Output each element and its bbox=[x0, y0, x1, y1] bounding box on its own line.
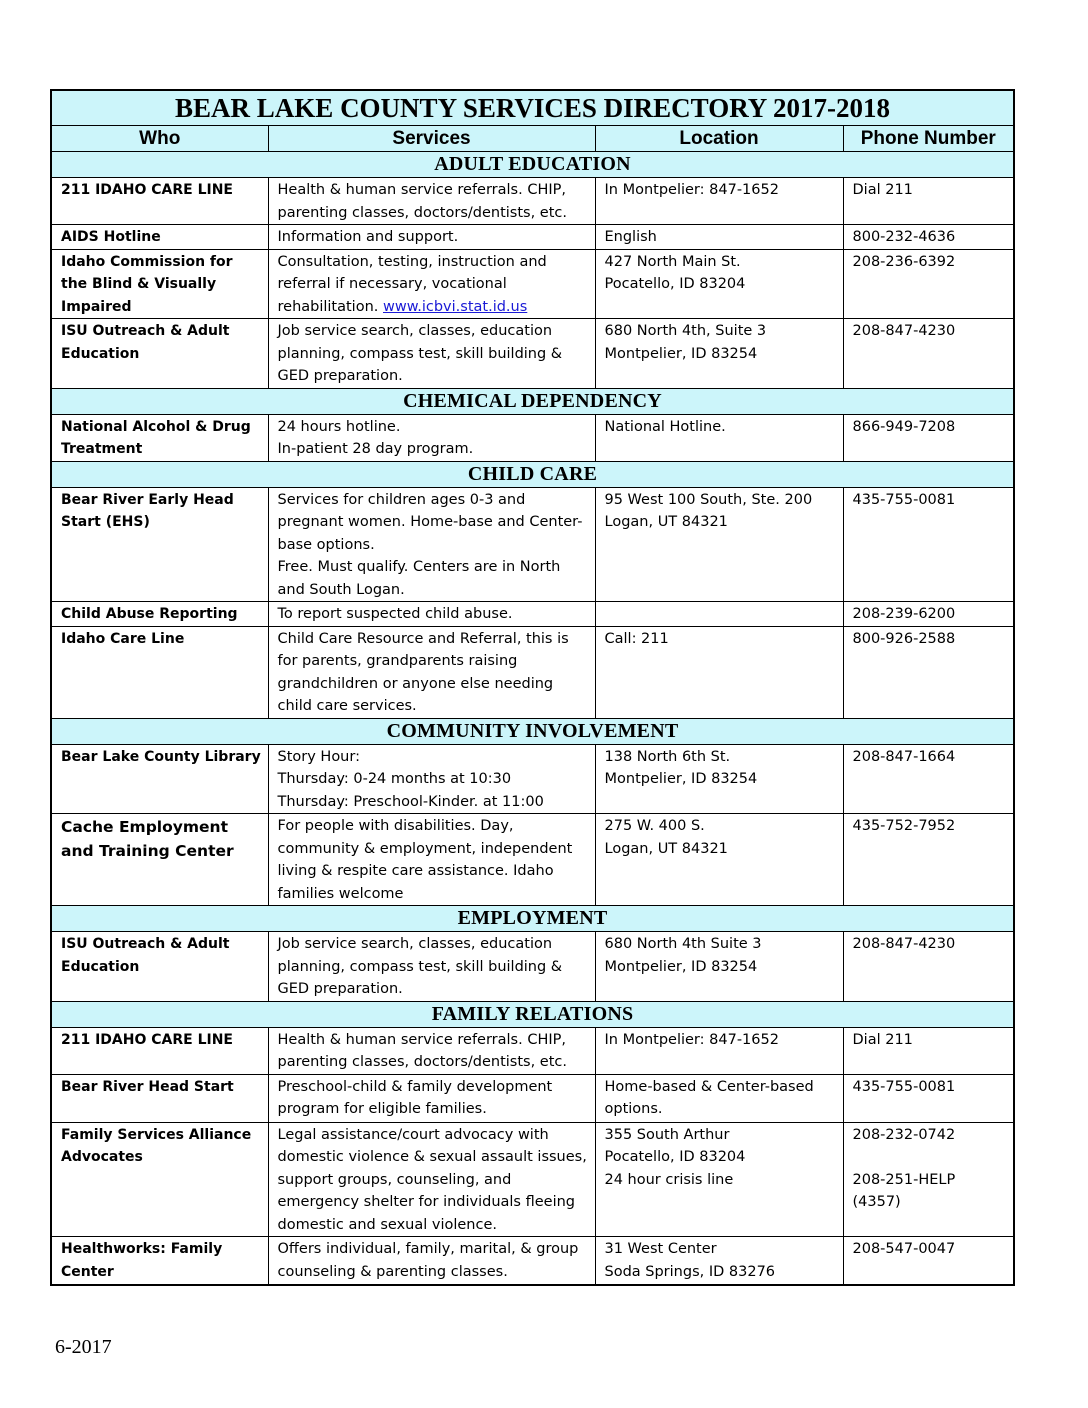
section-heading: ADULT EDUCATION bbox=[51, 152, 1014, 178]
who-cell-text: Bear River Early Head Start (EHS) bbox=[61, 491, 234, 530]
phone-cell-text: 208-547-0047 bbox=[852, 1241, 956, 1257]
table-row bbox=[51, 1237, 1014, 1285]
services-cell bbox=[268, 1122, 595, 1237]
services-cell-text: For people with disabilities. Day, community & employment, independent living & respite care assistance. Idaho families welcome bbox=[277, 818, 573, 902]
column-header-phone: Phone Number bbox=[843, 126, 1014, 152]
phone-cell-text: 208-239-6200 bbox=[852, 606, 956, 622]
who-cell-text: 211 IDAHO CARE LINE bbox=[61, 1031, 233, 1048]
phone-cell-text: 800-926-2588 bbox=[852, 630, 956, 647]
location-cell bbox=[595, 932, 843, 1002]
location-cell-text: Call: 211 bbox=[604, 630, 669, 647]
phone-cell bbox=[843, 932, 1014, 1002]
services-cell bbox=[268, 414, 595, 461]
section-row bbox=[51, 718, 1014, 744]
services-cell bbox=[268, 814, 595, 906]
section-row bbox=[51, 461, 1014, 487]
phone-cell bbox=[843, 1027, 1014, 1074]
location-cell bbox=[595, 178, 843, 225]
phone-cell-text: 800-232-4636 bbox=[852, 229, 956, 245]
header-row bbox=[51, 126, 1014, 152]
who-cell bbox=[51, 225, 268, 250]
location-cell-text: 355 South Arthur Pocatello, ID 83204 24 hour crisis line bbox=[604, 1126, 746, 1188]
section-heading: COMMUNITY INVOLVEMENT bbox=[51, 718, 1014, 744]
phone-cell-text: Dial 211 bbox=[852, 182, 913, 198]
location-cell-text: English bbox=[604, 229, 657, 245]
who-cell bbox=[51, 1027, 268, 1074]
services-cell bbox=[268, 225, 595, 250]
location-cell bbox=[595, 1122, 843, 1237]
phone-cell bbox=[843, 814, 1014, 906]
phone-cell-text: 208-236-6392 bbox=[852, 253, 956, 270]
table-row bbox=[51, 178, 1014, 225]
phone-cell bbox=[843, 744, 1014, 814]
who-cell-text: ISU Outreach & Adult Education bbox=[61, 323, 230, 362]
column-header-who: Who bbox=[51, 126, 268, 152]
who-cell bbox=[51, 249, 268, 319]
phone-cell-text: 208-847-4230 bbox=[852, 936, 956, 952]
services-cell bbox=[268, 249, 595, 319]
section-row bbox=[51, 906, 1014, 932]
page-title: BEAR LAKE COUNTY SERVICES DIRECTORY 2017-2018 bbox=[51, 90, 1014, 126]
who-cell-text: 211 IDAHO CARE LINE bbox=[61, 182, 233, 198]
location-cell-text: 427 North Main St. Pocatello, ID 83204 bbox=[604, 253, 746, 292]
who-cell bbox=[51, 414, 268, 461]
section-row bbox=[51, 1001, 1014, 1027]
services-cell-text: Child Care Resource and Referral, this is for parents, grandparents raising grandchildren or anyone else needing child care services. bbox=[277, 630, 569, 714]
services-cell-text: Legal assistance/court advocacy with domestic violence & sexual assault issues, support groups, counseling, and emergency shelter for individuals fleeing domestic and sexual violence. bbox=[277, 1126, 587, 1233]
phone-cell-text: 208-847-4230 bbox=[852, 323, 956, 339]
phone-cell-text: 435-752-7952 bbox=[852, 818, 956, 834]
location-cell bbox=[595, 626, 843, 718]
services-cell bbox=[268, 744, 595, 814]
services-cell-text: Job service search, classes, education planning, compass test, skill building & GED preparation. bbox=[277, 323, 563, 384]
who-cell-text: AIDS Hotline bbox=[61, 229, 161, 245]
services-cell bbox=[268, 1237, 595, 1285]
column-header-location: Location bbox=[595, 126, 843, 152]
location-cell bbox=[595, 225, 843, 250]
phone-cell bbox=[843, 225, 1014, 250]
services-cell bbox=[268, 932, 595, 1002]
services-cell-text: Preschool-child & family development program for eligible families. bbox=[277, 1078, 553, 1117]
services-cell-text: Job service search, classes, education planning, compass test, skill building & GED preparation. bbox=[277, 936, 563, 997]
phone-cell bbox=[843, 626, 1014, 718]
who-cell-text: Family Services Alliance Advocates bbox=[61, 1126, 252, 1165]
services-cell bbox=[268, 487, 595, 602]
section-heading: FAMILY RELATIONS bbox=[51, 1001, 1014, 1027]
services-cell-text: Services for children ages 0-3 and pregnant women. Home-base and Center-base options. Free. Must qualify. Centers are in North and South Logan. bbox=[277, 491, 583, 598]
column-header-services: Services bbox=[268, 126, 595, 152]
table-row bbox=[51, 487, 1014, 602]
services-cell bbox=[268, 319, 595, 389]
services-cell bbox=[268, 1074, 595, 1122]
location-cell-text: 138 North 6th St. Montpelier, ID 83254 bbox=[604, 748, 758, 787]
phone-cell bbox=[843, 1122, 1014, 1237]
who-cell-text: Healthworks: Family Center bbox=[61, 1241, 223, 1280]
phone-cell-text: 435-755-0081 bbox=[852, 491, 956, 508]
location-cell-text: 31 West Center Soda Springs, ID 83276 bbox=[604, 1241, 776, 1280]
location-cell bbox=[595, 319, 843, 389]
phone-cell bbox=[843, 1074, 1014, 1122]
title-row bbox=[51, 90, 1014, 126]
table-row bbox=[51, 414, 1014, 461]
phone-cell bbox=[843, 414, 1014, 461]
services-cell bbox=[268, 1027, 595, 1074]
table-row bbox=[51, 249, 1014, 319]
location-cell bbox=[595, 1027, 843, 1074]
phone-cell-text: 866-949-7208 bbox=[852, 418, 956, 435]
location-cell-text: 680 North 4th, Suite 3 Montpelier, ID 83254 bbox=[604, 323, 767, 362]
who-cell-text: Idaho Care Line bbox=[61, 630, 185, 647]
location-cell bbox=[595, 414, 843, 461]
location-cell-text: National Hotline. bbox=[604, 418, 726, 435]
services-cell-text: Story Hour: Thursday: 0-24 months at 10:30 Thursday: Preschool-Kinder. at 11:00 bbox=[277, 748, 544, 810]
phone-cell bbox=[843, 487, 1014, 602]
who-cell bbox=[51, 626, 268, 718]
who-cell bbox=[51, 1122, 268, 1237]
who-cell-text: Bear Lake County Library bbox=[61, 748, 261, 765]
table-row bbox=[51, 319, 1014, 389]
services-cell-text: Offers individual, family, marital, & group counseling & parenting classes. bbox=[277, 1241, 579, 1280]
phone-cell-text: Dial 211 bbox=[852, 1031, 913, 1048]
footer-date: 6-2017 bbox=[55, 1336, 112, 1358]
location-cell bbox=[595, 1237, 843, 1285]
phone-cell bbox=[843, 178, 1014, 225]
table-row bbox=[51, 225, 1014, 250]
location-cell bbox=[595, 249, 843, 319]
phone-cell bbox=[843, 319, 1014, 389]
section-heading: EMPLOYMENT bbox=[51, 906, 1014, 932]
website-link[interactable]: www.icbvi.stat.id.us bbox=[383, 298, 528, 315]
section-row bbox=[51, 388, 1014, 414]
services-cell bbox=[268, 602, 595, 627]
location-cell-text: 680 North 4th Suite 3 Montpelier, ID 83254 bbox=[604, 936, 762, 975]
services-cell-text: Consultation, testing, instruction and referral if necessary, vocational rehabilitation. bbox=[277, 253, 547, 315]
location-cell bbox=[595, 814, 843, 906]
who-cell-text: National Alcohol & Drug Treatment bbox=[61, 418, 251, 457]
phone-cell-text: 208-232-0742 208-251-HELP (4357) bbox=[852, 1126, 956, 1210]
who-cell bbox=[51, 319, 268, 389]
services-cell-text: 24 hours hotline. In-patient 28 day program. bbox=[277, 418, 474, 457]
table-row bbox=[51, 602, 1014, 627]
who-cell-text: Idaho Commission for the Blind & Visually Impaired bbox=[61, 253, 233, 315]
location-cell-text: In Montpelier: 847-1652 bbox=[604, 1031, 779, 1048]
table-row bbox=[51, 1122, 1014, 1237]
who-cell bbox=[51, 932, 268, 1002]
location-cell bbox=[595, 744, 843, 814]
section-heading: CHEMICAL DEPENDENCY bbox=[51, 388, 1014, 414]
table-row bbox=[51, 626, 1014, 718]
phone-cell bbox=[843, 1237, 1014, 1285]
who-cell bbox=[51, 602, 268, 627]
location-cell bbox=[595, 487, 843, 602]
services-cell bbox=[268, 178, 595, 225]
location-cell-text: Home-based & Center-based options. bbox=[604, 1078, 814, 1117]
who-cell bbox=[51, 1074, 268, 1122]
phone-cell-text: 208-847-1664 bbox=[852, 748, 956, 765]
services-cell-text: Information and support. bbox=[277, 229, 459, 245]
section-heading: CHILD CARE bbox=[51, 461, 1014, 487]
who-cell bbox=[51, 487, 268, 602]
location-cell bbox=[595, 1074, 843, 1122]
who-cell bbox=[51, 744, 268, 814]
section-row bbox=[51, 152, 1014, 178]
services-cell-text: Health & human service referrals. CHIP, parenting classes, doctors/dentists, etc. bbox=[277, 182, 567, 221]
who-cell bbox=[51, 1237, 268, 1285]
services-cell-text: To report suspected child abuse. bbox=[277, 606, 513, 622]
table-row bbox=[51, 1074, 1014, 1122]
location-cell-text: 95 West 100 South, Ste. 200 Logan, UT 84321 bbox=[604, 491, 813, 530]
who-cell-text: Child Abuse Reporting bbox=[61, 606, 238, 622]
location-cell bbox=[595, 602, 843, 627]
phone-cell bbox=[843, 249, 1014, 319]
services-cell bbox=[268, 626, 595, 718]
table-row bbox=[51, 1027, 1014, 1074]
who-cell-text: Bear River Head Start bbox=[61, 1078, 234, 1095]
phone-cell-text: 435-755-0081 bbox=[852, 1078, 956, 1095]
who-cell-text: ISU Outreach & Adult Education bbox=[61, 936, 230, 975]
who-cell-text: Cache Employment and Training Center bbox=[61, 818, 234, 860]
services-cell-text: Health & human service referrals. CHIP, parenting classes, doctors/dentists, etc. bbox=[277, 1031, 567, 1070]
table-row bbox=[51, 932, 1014, 1002]
services-directory-table bbox=[50, 89, 1015, 1286]
table-row bbox=[51, 744, 1014, 814]
phone-cell bbox=[843, 602, 1014, 627]
who-cell bbox=[51, 178, 268, 225]
location-cell-text: 275 W. 400 S. Logan, UT 84321 bbox=[604, 818, 728, 857]
table-row bbox=[51, 814, 1014, 906]
who-cell bbox=[51, 814, 268, 906]
location-cell-text: In Montpelier: 847-1652 bbox=[604, 182, 779, 198]
